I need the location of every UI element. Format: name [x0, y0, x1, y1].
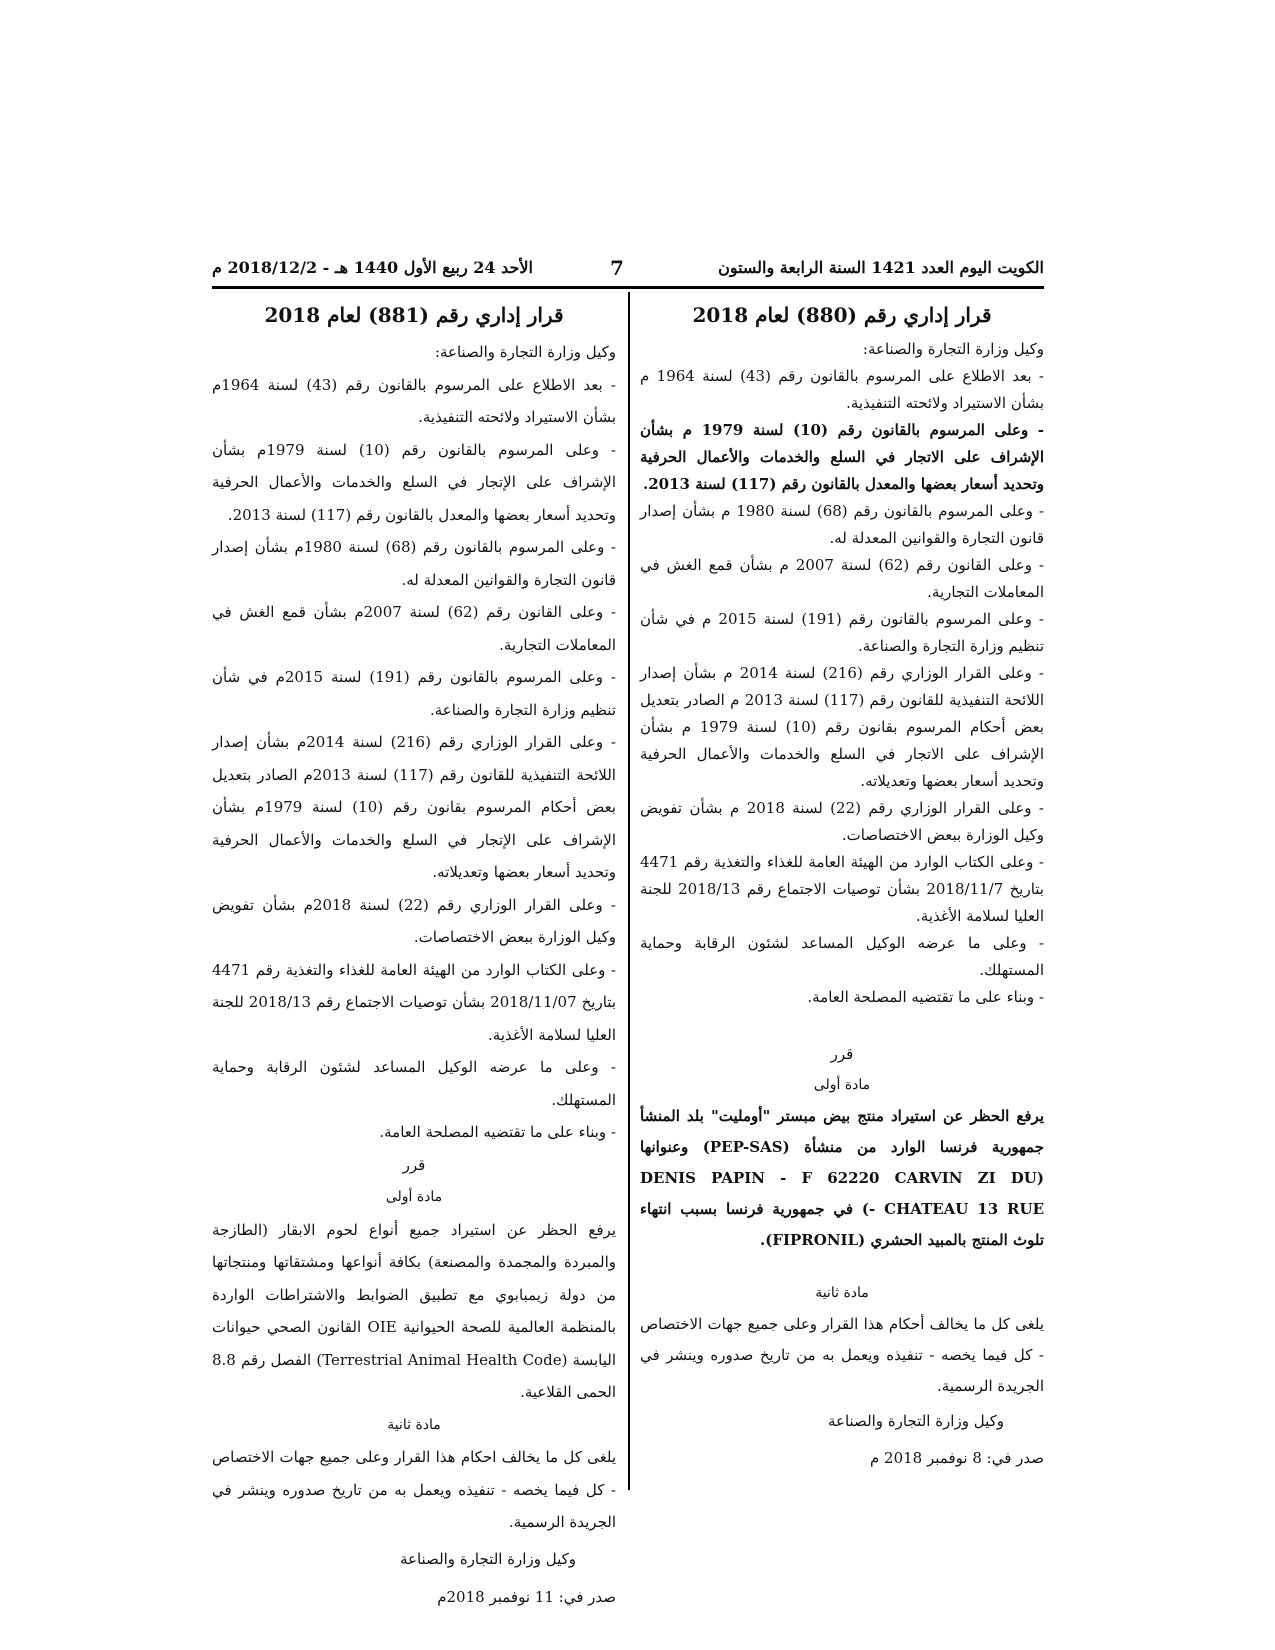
decree-881-clause-1: - بعد الاطلاع على المرسوم بالقانون رقم (43) لسنة 1964م بشأن الاستيراد ولائحته التنفيذية. [212, 375, 616, 426]
decree-880-issued-date: صدر في: 8 نوفمبر 2018 م [869, 1449, 1044, 1467]
decree-880-article-2-title: مادة ثانية [815, 1285, 869, 1301]
decree-880-intro: وكيل وزارة التجارة والصناعة: [862, 340, 1044, 358]
decree-881-clause-9: - وعلى ما عرضه الوكيل المساعد لشئون الرقابة وحماية المستهلك. [212, 1058, 616, 1109]
decree-880-clause-3: - وعلى المرسوم بالقانون رقم (68) لسنة 1980 م بشأن إصدار قانون التجارة والقوانين المعدلة له. [640, 502, 1044, 547]
decree-881-clause-3: - وعلى المرسوم بالقانون رقم (68) لسنة 1980م بشأن إصدار قانون التجارة والقوانين المعدلة له. [212, 538, 616, 589]
decree-881-clause-8: - وعلى الكتاب الوارد من الهيئة العامة للغذاء والتغذية رقم 4471 بتاريخ 2018/11/07 بشأن توصيات الاجتماع رقم 2018/13 للجنة العليا لسلامة الأغذية. [212, 960, 616, 1044]
decree-881-decided: قرر [402, 1155, 426, 1174]
column-divider [628, 292, 630, 1490]
decree-881-clause-10: - وبناء على ما تقتضيه المصلحة العامة. [379, 1123, 616, 1141]
page-header [212, 258, 1044, 282]
decree-880-clause-5: - وعلى المرسوم بالقانون رقم (191) لسنة 2015 م في شأن تنظيم وزارة التجارة والصناعة. [640, 610, 1044, 655]
decree-880-article-2-text: يلغى كل ما يخالف أحكام هذا القرار وعلى جميع جهات الاختصاص - كل فيما يخصه - تنفيذه ويعمل به من تاريخ صدوره وينشر في الجريدة الرسمية. [640, 1315, 1044, 1395]
decree-880-clause-9: - وعلى ما عرضه الوكيل المساعد لشئون الرقابة وحماية المستهلك. [640, 934, 1044, 979]
decree-881-title: قرار إداري رقم (881) لعام 2018 [264, 303, 564, 327]
page-number: 7 [610, 256, 624, 280]
decree-881-clause-6: - وعلى القرار الوزاري رقم (216) لسنة 2014م بشأن إصدار اللائحة التنفيذية للقانون رقم (117) لسنة 2013م الصادر بتعديل بعض أحكام المرسوم بقانون رقم (10) لسنة 1979م بشأن الإشراف على الإتجار في السلع والخدمات والأعمال الحرفية وتحديد أسعار بعضها وتعديلاته. [212, 733, 617, 881]
decree-880-signature: وكيل وزارة التجارة والصناعة [827, 1412, 1004, 1430]
decree-880-column [640, 298, 1044, 1474]
header-date: الأحد 24 ربيع الأول 1440 هـ - 2018/12/2 م [212, 258, 533, 277]
decree-881-clause-7: - وعلى القرار الوزاري رقم (22) لسنة 2018م بشأن تفويض وكيل الوزارة ببعض الاختصاصات. [212, 895, 616, 946]
decree-880-decided: قرر [830, 1045, 854, 1063]
decree-881-signature: وكيل وزارة التجارة والصناعة [399, 1549, 576, 1568]
decree-881-column [212, 298, 616, 1614]
decree-880-article-1-text: يرفع الحظر عن استيراد منتج بيض مبستر "أومليت" بلد المنشأ جمهورية فرنسا الوارد من منشأة (PEP-SAS) وعنوانها (DENIS PAPIN - F 62220 CARVIN ZI DU CHATEAU 13 RUE -) في جمهورية فرنسا بسبب انتهاء تلوث المنتج بالمبيد الحشري (FIPRONIL). [640, 1107, 1044, 1249]
decree-881-clause-4: - وعلى القانون رقم (62) لسنة 2007م بشأن قمع الغش في المعاملات التجارية. [212, 603, 616, 654]
decree-881-article-1-text: يرفع الحظر عن استيراد جميع أنواع لحوم الابقار (الطازجة والمبردة والمجمدة والمصنعة) بكافة أنواعها ومشتقاتها ومنتجاتها من دولة زيمبابوي مع تطبيق الضوابط والاشتراطات الواردة بالمنظمة العالمية للصحة الحيوانية OIE القانون الصحي حيوانات اليابسة (Terrestrial Animal Health Code) الفصل رقم 8.8 الحمى القلاعية. [212, 1220, 617, 1401]
decree-880-clause-7: - وعلى القرار الوزاري رقم (22) لسنة 2018 م بشأن تفويض وكيل الوزارة ببعض الاختصاصات. [640, 799, 1044, 844]
decree-881-clause-5: - وعلى المرسوم بالقانون رقم (191) لسنة 2015م في شأن تنظيم وزارة التجارة والصناعة. [212, 668, 616, 719]
decree-881-intro: وكيل وزارة التجارة والصناعة: [434, 343, 616, 361]
decree-880-clause-4: - وعلى القانون رقم (62) لسنة 2007 م بشأن قمع الغش في المعاملات التجارية. [640, 556, 1044, 601]
decree-881-clause-2: - وعلى المرسوم بالقانون رقم (10) لسنة 1979م بشأن الإشراف على الإتجار في السلع والخدمات والأعمال الحرفية وتحديد أسعار بعضها والمعدل بالقانون رقم (117) لسنة 2013. [212, 440, 616, 524]
header-gazette-issue: الكويت اليوم العدد 1421 السنة الرابعة والستون [718, 258, 1044, 277]
decree-881-article-2-text: يلغى كل ما يخالف احكام هذا القرار وعلى جميع جهات الاختصاص - كل فيما يخصه - تنفيذه ويعمل به من تاريخ صدوره وينشر في الجريدة الرسمية. [212, 1448, 616, 1531]
decree-880-clause-6: - وعلى القرار الوزاري رقم (216) لسنة 2014 م بشأن إصدار اللائحة التنفيذية للقانون رقم (117) لسنة 2013 م الصادر بتعديل بعض أحكام المرسوم بقانون رقم (10) لسنة 1979 م بشأن الإشراف على الاتجار في السلع والخدمات والأعمال الحرفية وتحديد أسعار بعضها وتعديلاته. [640, 664, 1044, 790]
decree-880-title: قرار إداري رقم (880) لعام 2018 [692, 303, 992, 327]
decree-880-clause-1: - بعد الاطلاع على المرسوم بالقانون رقم (43) لسنة 1964 م بشأن الاستيراد ولائحته التنفيذية. [640, 367, 1044, 412]
decree-880-clause-8: - وعلى الكتاب الوارد من الهيئة العامة للغذاء والتغذية رقم 4471 بتاريخ 2018/11/7 بشأن توصيات الاجتماع رقم 2018/13 للجنة العليا لسلامة الأغذية. [640, 853, 1044, 925]
decree-880-clause-10: - وبناء على ما تقتضيه المصلحة العامة. [807, 988, 1044, 1006]
decree-881-article-2-title: مادة ثانية [387, 1416, 441, 1433]
decree-880-clause-2: - وعلى المرسوم بالقانون رقم (10) لسنة 1979 م بشأن الإشراف على الاتجار في السلع والخدمات والأعمال الحرفية وتحديد أسعار بعضها والمعدل بالقانون رقم (117) لسنة 2013. [640, 421, 1044, 493]
decree-881-issued-date: صدر في: 11 نوفمبر 2018م [437, 1588, 616, 1606]
decree-880-article-1-title: مادة أولى [813, 1077, 871, 1093]
header-rule [212, 286, 1044, 289]
decree-881-article-1-title: مادة أولى [385, 1189, 443, 1205]
